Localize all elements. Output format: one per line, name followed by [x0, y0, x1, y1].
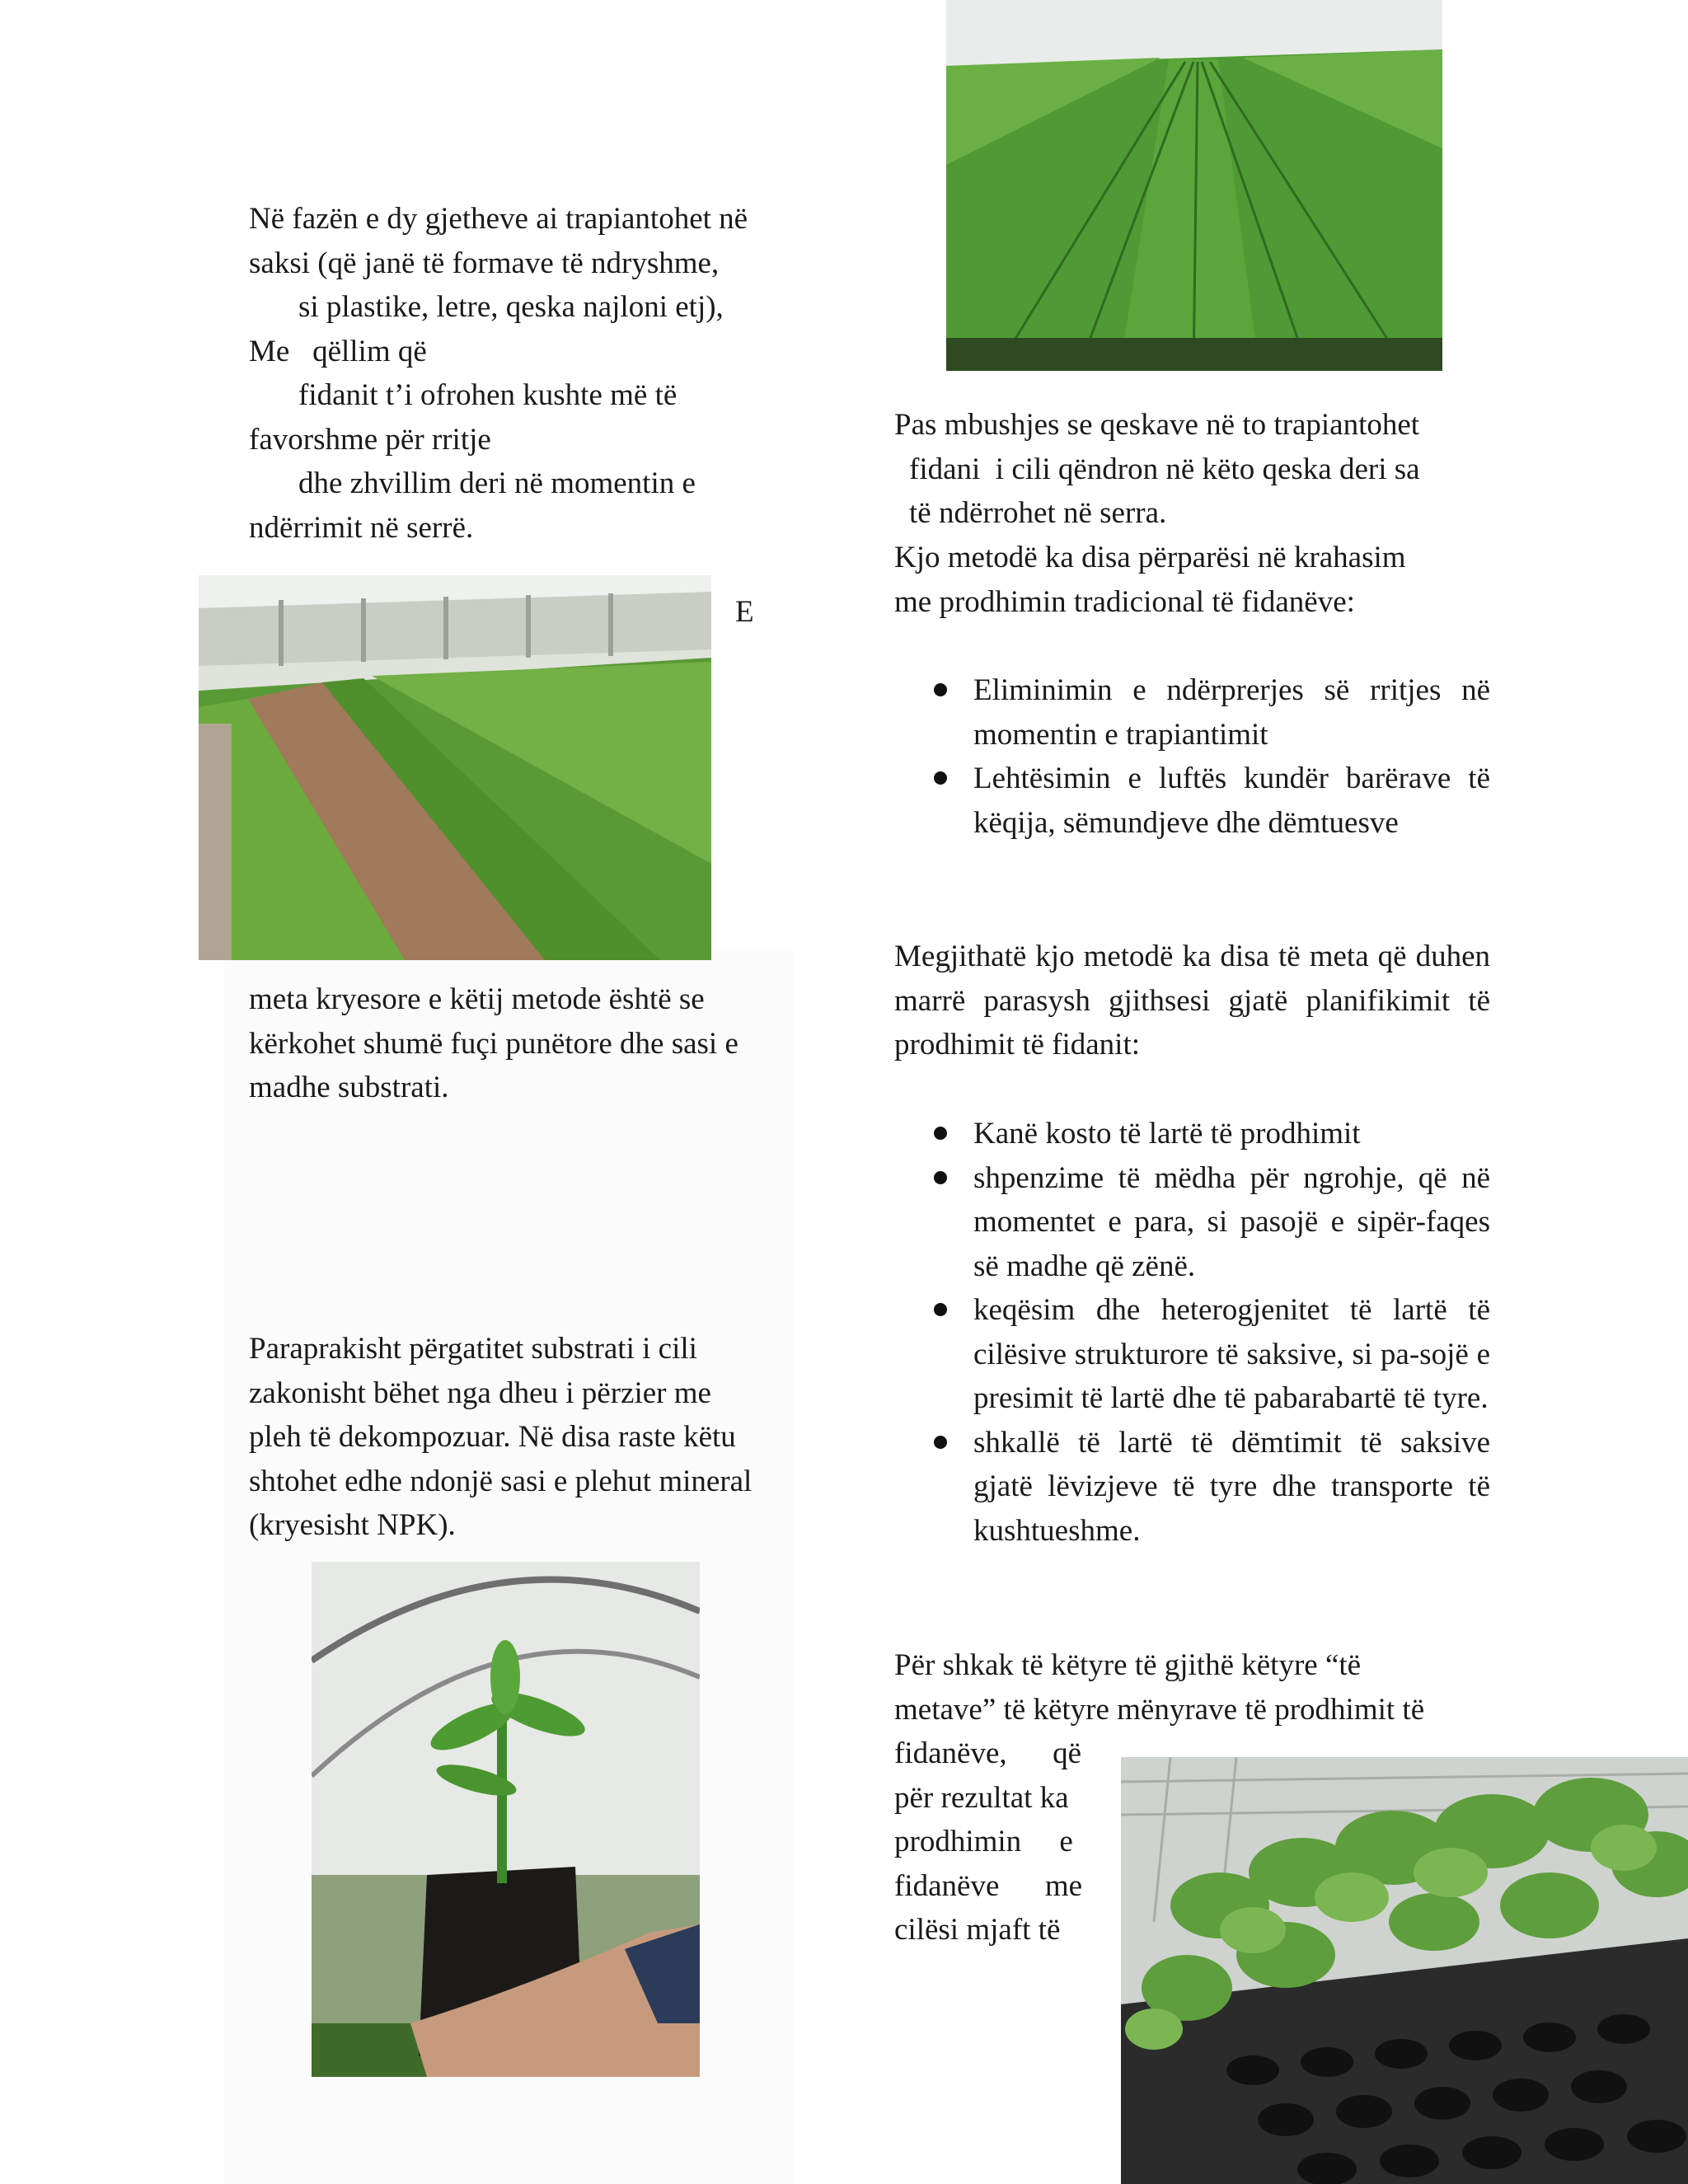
right-paragraph-3 — [894, 935, 1490, 1067]
seedling-in-plastic-bag-photo — [312, 1562, 700, 2077]
list-item: keqësim dhe heterogjenitet të lartë të cilësive strukturore të saksive, si pa-sojë e presimit të lartë dhe të pabarabartë të tyre. — [934, 1288, 1490, 1421]
advantages-list — [934, 668, 1490, 845]
text-line: ndërrimit në serrë. — [249, 510, 474, 545]
right-paragraph-2 — [894, 536, 1500, 624]
text-line: (kryesisht NPK). — [249, 1508, 456, 1542]
text-line: Në fazën e dy gjetheve ai trapiantohet në — [249, 202, 748, 236]
text-line: fidanëve me — [894, 1868, 1083, 1903]
greenhouse-seedling-rows-photo — [946, 0, 1442, 371]
disadvantages-list — [934, 1112, 1490, 1553]
right-paragraph-4 — [894, 1643, 1500, 1732]
left-paragraph-2 — [249, 977, 809, 1110]
text-line: si plastike, letre, qeska najloni etj), — [298, 290, 724, 324]
text-line: pleh të dekompozuar. Në disa raste këtu — [249, 1420, 736, 1454]
list-item: Eliminimin e ndërprerjes së rritjes në momentin e trapiantimit — [934, 668, 1490, 757]
list-item: shpenzime të mëdha për ngrohje, që në momentet e para, si pasojë e sipër-faqes së madhe që zënë. — [934, 1156, 1490, 1289]
left-paragraph-1 — [249, 197, 809, 550]
list-item: Lehtësimin e luftës kundër barërave të këqija, sëmundjeve dhe dëmtuesve — [934, 757, 1490, 845]
text-line: për rezultat ka — [894, 1780, 1069, 1815]
text-line: madhe substrati. — [249, 1071, 449, 1104]
text-line: fidanit t’i ofrohen kushte më të — [298, 378, 678, 412]
text-line: fidanëve, që — [894, 1736, 1082, 1770]
seedling-tray-photo — [1121, 1757, 1688, 2184]
stray-letter: E — [735, 595, 754, 629]
text-line: dhe zhvillim deri në momentin e — [298, 466, 696, 500]
text-line: cilësi mjaft të — [894, 1913, 1061, 1947]
text-line: me prodhimin tradicional të fidanëve: — [894, 584, 1355, 619]
list-item: shkallë të lartë të dëmtimit të saksive gjatë lëvizjeve të tyre dhe transporte të kushtueshme. — [934, 1421, 1490, 1554]
text-line: kërkohet shumë fuçi punëtore dhe sasi e — [249, 1026, 738, 1061]
right-paragraph-1 — [894, 403, 1500, 536]
text-line: Pas mbushjes se qeskave në to trapiantohet — [894, 408, 1420, 442]
text-line: metave” të këtyre mënyrave të prodhimit të — [894, 1692, 1425, 1727]
text-line: favorshme për rritje — [249, 422, 491, 457]
text-line: meta kryesore e këtij metode është se — [249, 982, 705, 1016]
text-line: Me qëllim që — [249, 334, 427, 368]
greenhouse-seedbed-photo — [199, 575, 711, 960]
left-paragraph-3 — [249, 1327, 809, 1548]
text-line: Kjo metodë ka disa përparësi në krahasim — [894, 541, 1406, 574]
text-line: fidani i cili qëndron në këto qeska deri sa — [909, 452, 1420, 486]
text-line: Për shkak të këtyre të gjithë këtyre “të — [894, 1648, 1362, 1682]
text-line: Paraprakisht përgatitet substrati i cili — [249, 1332, 697, 1366]
text-line: Megjithatë kjo metodë ka disa të meta që duhen marrë parasysh gjithsesi gjatë planifikimit të prodhimit të fidanit: — [894, 940, 1490, 1062]
text-line: saksi (që janë të formave të ndryshme, — [249, 246, 720, 280]
text-line: zakonisht bëhet nga dheu i përzier me — [249, 1376, 711, 1410]
text-line: të ndërrohet në serra. — [909, 496, 1167, 530]
right-paragraph-4-narrow — [894, 1732, 1096, 1952]
list-item: Kanë kosto të lartë të prodhimit — [934, 1112, 1490, 1156]
text-line: shtohet edhe ndonjë sasi e plehut mineral — [249, 1464, 753, 1498]
text-line: prodhimin e — [894, 1825, 1073, 1858]
